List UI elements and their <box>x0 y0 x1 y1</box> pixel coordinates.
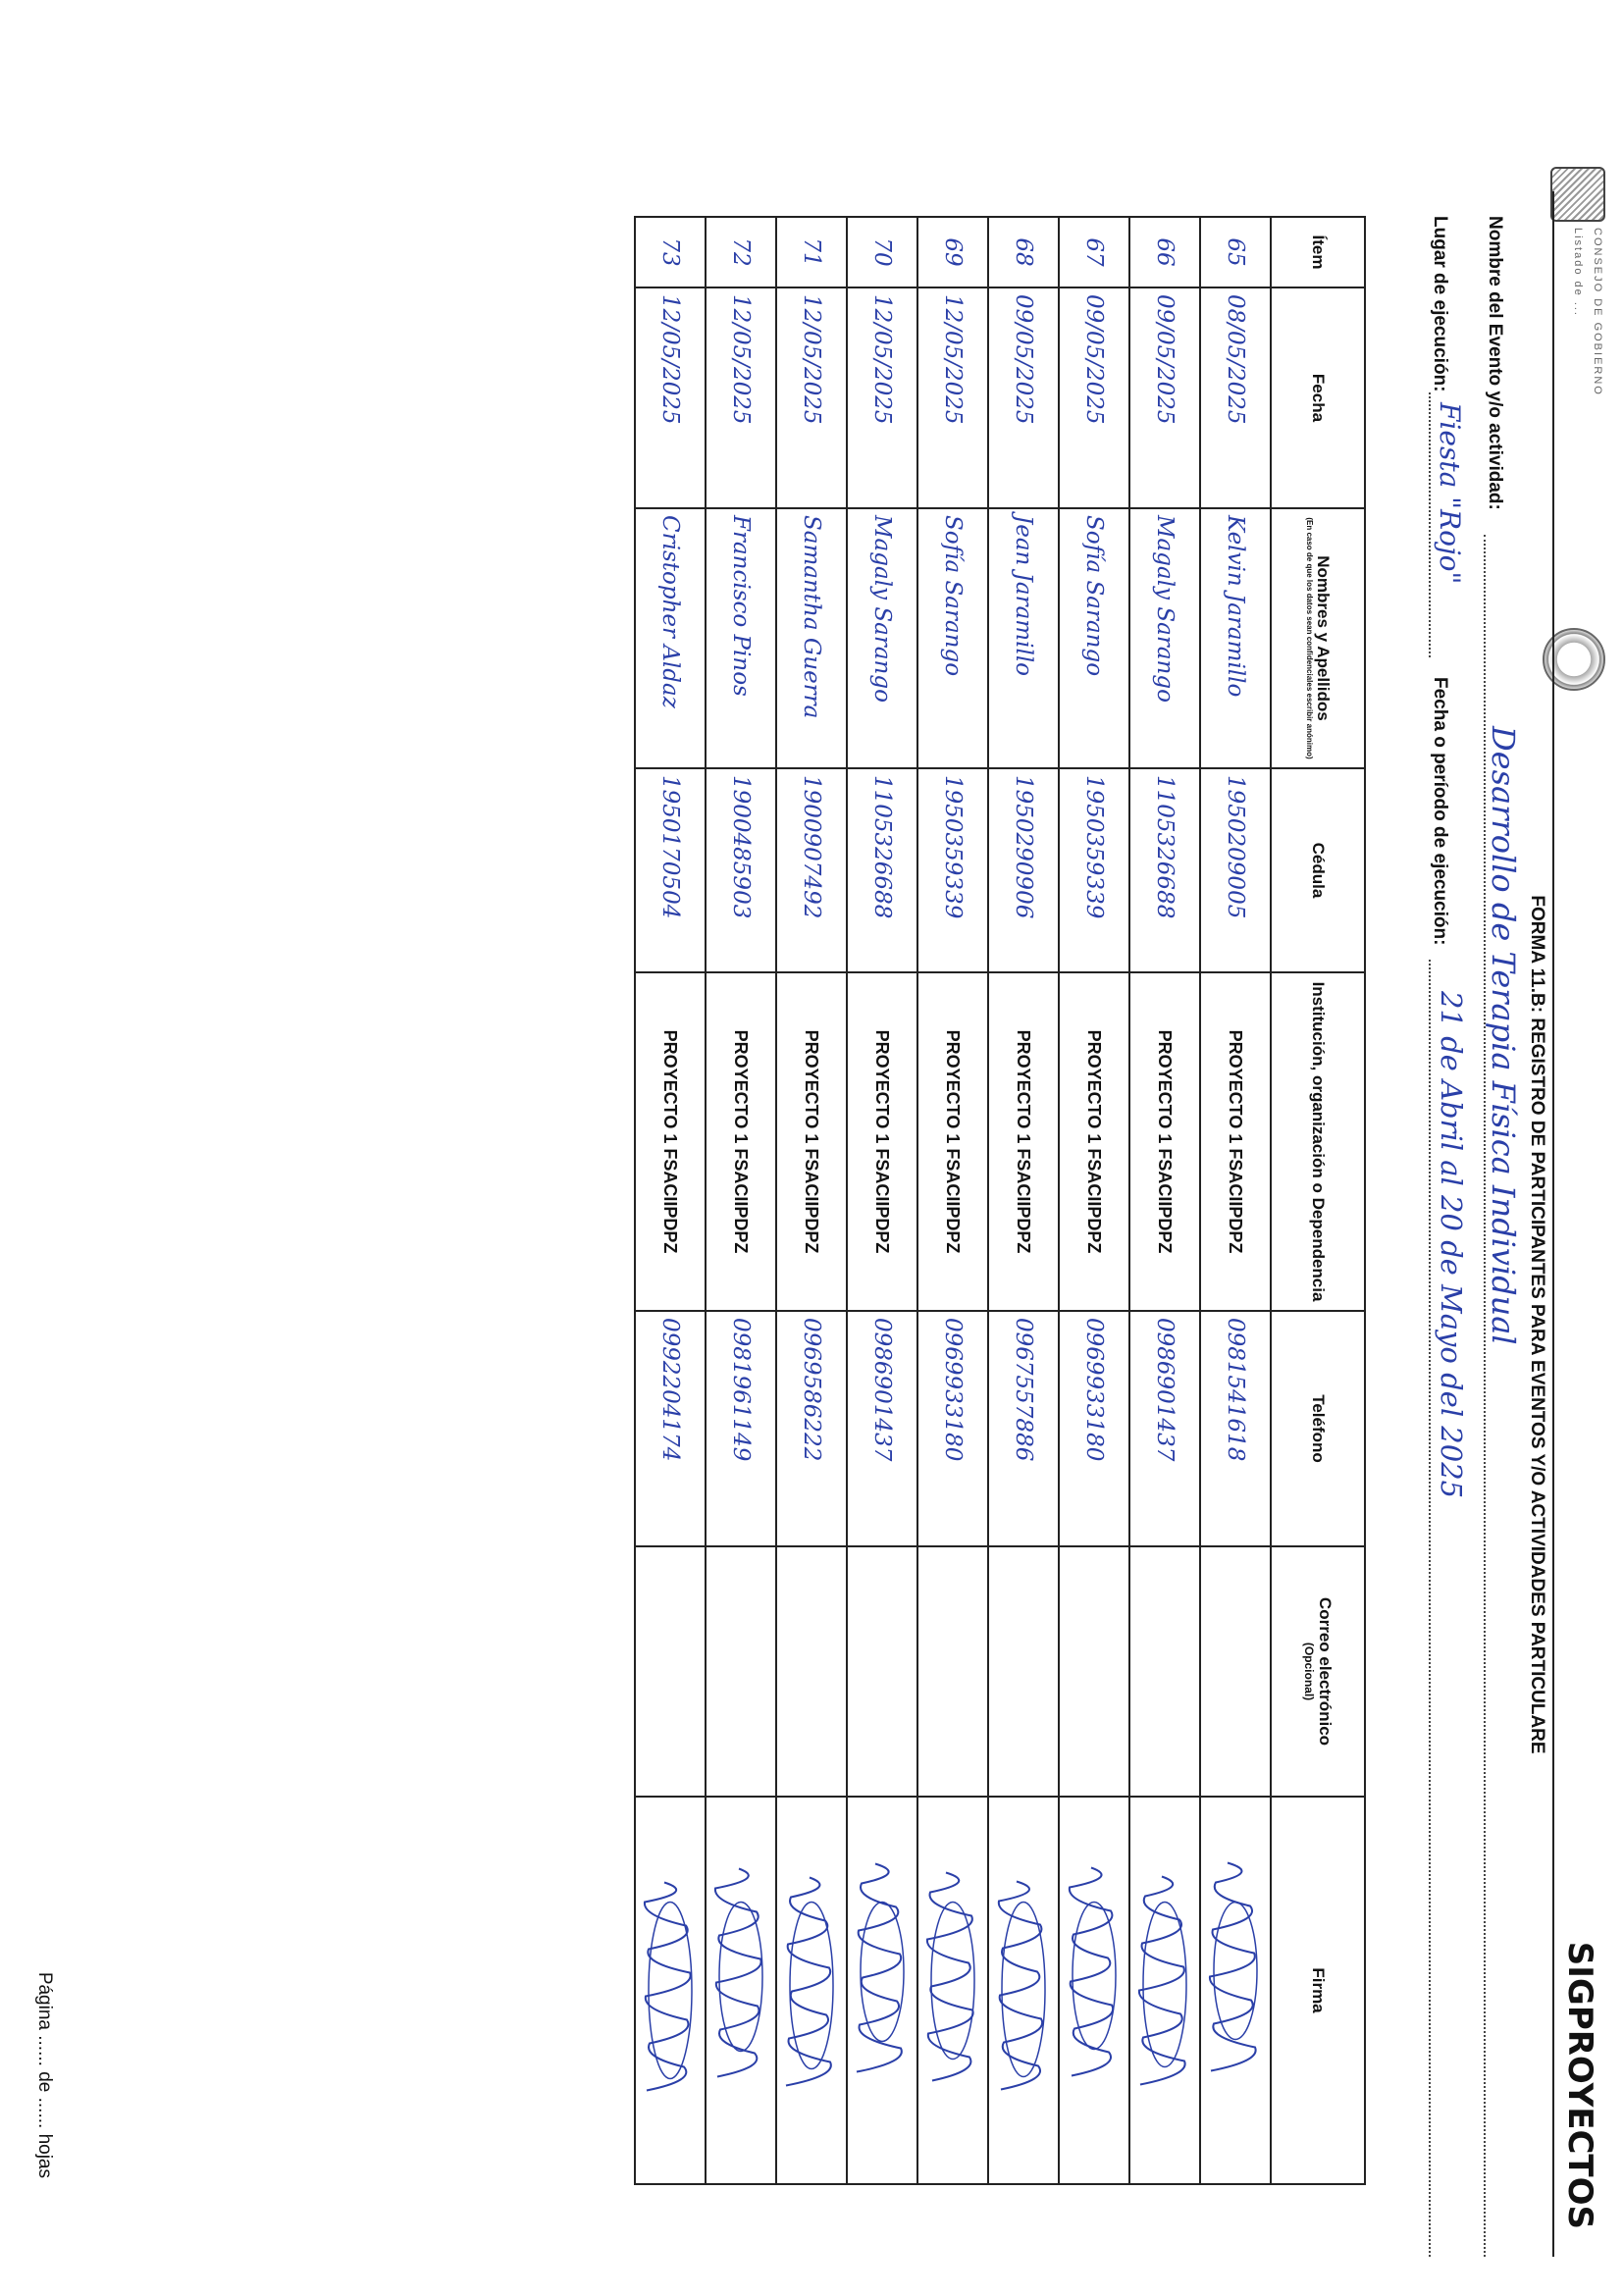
cell-telefono: 0969933180 <box>1059 1311 1129 1546</box>
col-header-institucion-label: Institución, organización o Dependencia <box>1309 981 1329 1302</box>
col-header-fecha-label: Fecha <box>1309 373 1329 423</box>
cell-fecha: 12/05/2025 <box>917 287 988 508</box>
cell-firma <box>706 1797 776 2184</box>
cell-nombre: Francisco Pinos <box>706 508 776 768</box>
cell-correo <box>1059 1546 1129 1797</box>
signature-scribble <box>921 1803 984 2177</box>
cell-fecha: 09/05/2025 <box>1129 287 1200 508</box>
cell-nombre: Samantha Guerra <box>776 508 847 768</box>
cell-cedula: 1950359339 <box>917 768 988 972</box>
cell-fecha: 08/05/2025 <box>1200 287 1271 508</box>
col-header-nombres-note: (En caso de que los datos sean confidenciales escribir anónimo) <box>1305 517 1315 759</box>
table-header-row <box>1271 217 1365 2184</box>
cell-telefono: 0986901437 <box>1129 1311 1200 1546</box>
cell-nombre: Sofía Sarango <box>1059 508 1129 768</box>
signature-scribble <box>709 1803 772 2177</box>
col-header-nombres <box>1271 508 1365 768</box>
page-count-footer: Página ...... de ...... hojas <box>34 1971 55 2178</box>
cell-cedula: 1950170504 <box>635 768 706 972</box>
col-header-nombres-label: Nombres y Apellidos <box>1313 555 1333 721</box>
cell-correo <box>776 1546 847 1797</box>
col-header-correo-label: Correo electrónico <box>1315 1596 1335 1747</box>
cell-nombre: Sofía Sarango <box>917 508 988 768</box>
cell-nombre: Kelvin Jaramillo <box>1200 508 1271 768</box>
table-row <box>1200 217 1271 2184</box>
col-header-fecha <box>1271 287 1365 508</box>
org-line-2: Listado de ... <box>1572 228 1584 317</box>
table-row <box>847 217 917 2184</box>
cell-institucion: PROYECTO 1 FSACIIPDPZ <box>776 972 847 1311</box>
cell-correo <box>1200 1546 1271 1797</box>
cell-institucion: PROYECTO 1 FSACIIPDPZ <box>988 972 1059 1311</box>
cell-correo <box>847 1546 917 1797</box>
col-header-cedula <box>1271 768 1365 972</box>
signature-scribble <box>851 1803 914 2177</box>
cell-item: 69 <box>917 217 988 287</box>
cell-cedula: 1950359339 <box>1059 768 1129 972</box>
table-row <box>776 217 847 2184</box>
col-header-correo-note: (Opcional) <box>1302 1642 1317 1701</box>
event-label: Nombre del Evento y/o actividad: <box>1485 216 1505 510</box>
cell-correo <box>988 1546 1059 1797</box>
signature-scribble <box>780 1803 843 2177</box>
table-row <box>1059 217 1129 2184</box>
cell-item: 66 <box>1129 217 1200 287</box>
cell-telefono: 0981961149 <box>706 1311 776 1546</box>
col-header-firma-label: Firma <box>1309 1967 1329 2013</box>
col-header-item <box>1271 217 1365 287</box>
participants-table <box>634 216 1366 2185</box>
table-row <box>706 217 776 2184</box>
cell-fecha: 12/05/2025 <box>776 287 847 508</box>
cell-item: 65 <box>1200 217 1271 287</box>
cell-cedula: 1950290906 <box>988 768 1059 972</box>
col-header-telefono-label: Teléfono <box>1309 1394 1329 1463</box>
col-header-cedula-label: Cédula <box>1309 842 1329 899</box>
cell-telefono: 0981541618 <box>1200 1311 1271 1546</box>
place-dotted-line <box>1429 392 1431 657</box>
cell-correo <box>1129 1546 1200 1797</box>
cell-firma <box>847 1797 917 2184</box>
cell-fecha: 12/05/2025 <box>635 287 706 508</box>
cell-cedula: 1950209005 <box>1200 768 1271 972</box>
cell-institucion: PROYECTO 1 FSACIIPDPZ <box>847 972 917 1311</box>
cell-item: 70 <box>847 217 917 287</box>
signature-scribble <box>1063 1803 1126 2177</box>
signature-scribble <box>1204 1803 1267 2177</box>
cell-cedula: 1900907492 <box>776 768 847 972</box>
cell-telefono: 0969586222 <box>776 1311 847 1546</box>
cell-item: 72 <box>706 217 776 287</box>
cell-nombre: Jean Jaramillo <box>988 508 1059 768</box>
cell-firma <box>917 1797 988 2184</box>
participants-table-body <box>635 217 1271 2184</box>
cell-correo <box>917 1546 988 1797</box>
cell-item: 68 <box>988 217 1059 287</box>
table-row <box>917 217 988 2184</box>
brand-title: SIGPROYECTOS <box>1560 1941 1599 2229</box>
cell-correo <box>635 1546 706 1797</box>
period-dotted-line <box>1429 960 1431 2257</box>
col-header-institucion <box>1271 972 1365 1311</box>
cell-firma <box>1059 1797 1129 2184</box>
cell-cedula: 1105326688 <box>1129 768 1200 972</box>
cell-firma <box>1200 1797 1271 2184</box>
event-value: Desarrollo de Terapia Física Individual <box>1485 726 1522 1345</box>
cell-institucion: PROYECTO 1 FSACIIPDPZ <box>1059 972 1129 1311</box>
col-header-telefono <box>1271 1311 1365 1546</box>
table-row <box>635 217 706 2184</box>
signature-scribble <box>992 1803 1055 2177</box>
cell-telefono: 0992204174 <box>635 1311 706 1546</box>
table-row <box>988 217 1059 2184</box>
cell-telefono: 0986901437 <box>847 1311 917 1546</box>
place-label: Lugar de ejecución: <box>1430 216 1450 392</box>
table-row <box>1129 217 1200 2184</box>
cell-firma <box>635 1797 706 2184</box>
col-header-correo <box>1271 1546 1365 1797</box>
cell-nombre: Cristopher Aldaz <box>635 508 706 768</box>
col-header-firma <box>1271 1797 1365 2184</box>
header-rule <box>1552 191 1554 2257</box>
cell-telefono: 0969933180 <box>917 1311 988 1546</box>
cell-firma <box>776 1797 847 2184</box>
org-line-1: CONSEJO DE GOBIERNO <box>1592 228 1603 396</box>
cell-institucion: PROYECTO 1 FSACIIPDPZ <box>706 972 776 1311</box>
signature-scribble <box>1133 1803 1196 2177</box>
cell-firma <box>1129 1797 1200 2184</box>
period-label: Fecha o período de ejecución: <box>1430 677 1450 946</box>
cell-fecha: 12/05/2025 <box>706 287 776 508</box>
cell-institucion: PROYECTO 1 FSACIIPDPZ <box>635 972 706 1311</box>
signature-scribble <box>639 1803 702 2177</box>
place-value: Fiesta "Rojo" <box>1434 402 1466 585</box>
government-logo <box>1550 167 1605 222</box>
cell-item: 67 <box>1059 217 1129 287</box>
cell-institucion: PROYECTO 1 FSACIIPDPZ <box>1129 972 1200 1311</box>
cell-firma <box>988 1797 1059 2184</box>
cell-institucion: PROYECTO 1 FSACIIPDPZ <box>1200 972 1271 1311</box>
cell-fecha: 12/05/2025 <box>847 287 917 508</box>
cell-nombre: Magaly Sarango <box>1129 508 1200 768</box>
cell-item: 71 <box>776 217 847 287</box>
cell-cedula: 1105326688 <box>847 768 917 972</box>
cell-fecha: 09/05/2025 <box>1059 287 1129 508</box>
cell-cedula: 1900485903 <box>706 768 776 972</box>
period-value: 21 de Abril al 20 de Mayo del 2025 <box>1435 991 1468 1499</box>
cell-fecha: 09/05/2025 <box>988 287 1059 508</box>
cell-telefono: 0967557886 <box>988 1311 1059 1546</box>
cell-nombre: Magaly Sarango <box>847 508 917 768</box>
cell-institucion: PROYECTO 1 FSACIIPDPZ <box>917 972 988 1311</box>
cell-correo <box>706 1546 776 1797</box>
cell-item: 73 <box>635 217 706 287</box>
col-header-item-label: Ítem <box>1309 235 1329 270</box>
form-title: FORMA 11.B: REGISTRO DE PARTICIPANTES PARA EVENTOS Y/O ACTIVIDADES PARTICULARE <box>1527 895 1547 1754</box>
